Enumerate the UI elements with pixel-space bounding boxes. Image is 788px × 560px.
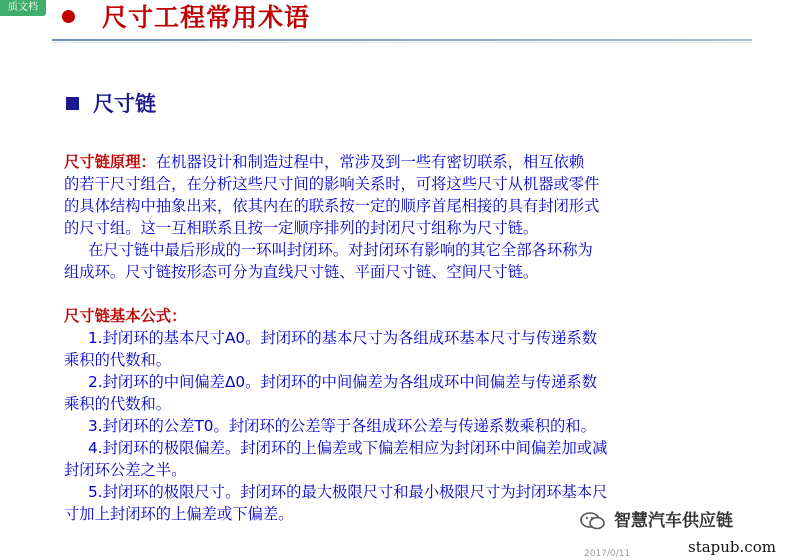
formula-4-cont: 封闭环公差之半。 [64, 461, 187, 479]
formula-5: 5.封闭环的极限尺寸。封闭环的最大极限尺寸和最小极限尺寸为封闭环基本尺 [88, 483, 608, 501]
doc-tag: 质文档 [0, 0, 46, 16]
paragraph-gap [64, 283, 764, 305]
title-bullet-icon [62, 10, 75, 23]
formula-1: 1.封闭环的基本尺寸A0。封闭环的基本尺寸为各组成环基本尺寸与传递系数 [88, 329, 597, 347]
square-bullet-icon [66, 97, 79, 110]
wechat-icon [580, 512, 606, 530]
body-text [64, 151, 764, 525]
formula-3: 3.封闭环的公差T0。封闭环的公差等于各组成环公差与传递系数乘积的和。 [88, 417, 596, 435]
section-heading: 尺寸链 [93, 92, 156, 116]
principle-label: 尺寸链原理： [64, 153, 156, 171]
principle-text: 在机器设计和制造过程中，常涉及到一些有密切联系，相互依赖 [155, 153, 585, 171]
title-divider [52, 39, 752, 41]
watermark-text: 智慧汽车供应链 [614, 511, 733, 531]
watermark [580, 508, 785, 534]
watermark-site: stapub.com [688, 538, 776, 556]
formulas-label: 尺寸链基本公式： [64, 307, 187, 325]
formula-2-cont: 乘积的代数和。 [64, 395, 172, 413]
title-divider-shadow [52, 42, 752, 43]
slide-date: 2017/0/11 [584, 549, 631, 559]
principle-line-5: 在尺寸链中最后形成的一环叫封闭环。对封闭环有影响的其它全部各环称为 [88, 241, 593, 259]
formula-2: 2.封闭环的中间偏差Δ0。封闭环的中间偏差为各组成环中间偏差与传递系数 [88, 373, 597, 391]
principle-line-3: 的具体结构中抽象出来，依其内在的联系按一定的顺序首尾相接的具有封闭形式 [64, 197, 600, 215]
formula-5-cont: 寸加上封闭环的上偏差或下偏差。 [64, 505, 294, 523]
formula-1-cont: 乘积的代数和。 [64, 351, 172, 369]
formula-4: 4.封闭环的极限偏差。封闭环的上偏差或下偏差相应为封闭环中间偏差加或减 [88, 439, 608, 457]
principle-line-4: 的尺寸组。这一互相联系且按一定顺序排列的封闭尺寸组称为尺寸链。 [64, 219, 539, 237]
principle-line-6: 组成环。尺寸链按形态可分为直线尺寸链、平面尺寸链、空间尺寸链。 [64, 263, 539, 281]
slide-title: 尺寸工程常用术语 [102, 3, 311, 32]
principle-line-1 [64, 151, 764, 173]
principle-line-2: 的若干尺寸组合，在分析这些尺寸间的影响关系时，可将这些尺寸从机器或零件 [64, 175, 600, 193]
